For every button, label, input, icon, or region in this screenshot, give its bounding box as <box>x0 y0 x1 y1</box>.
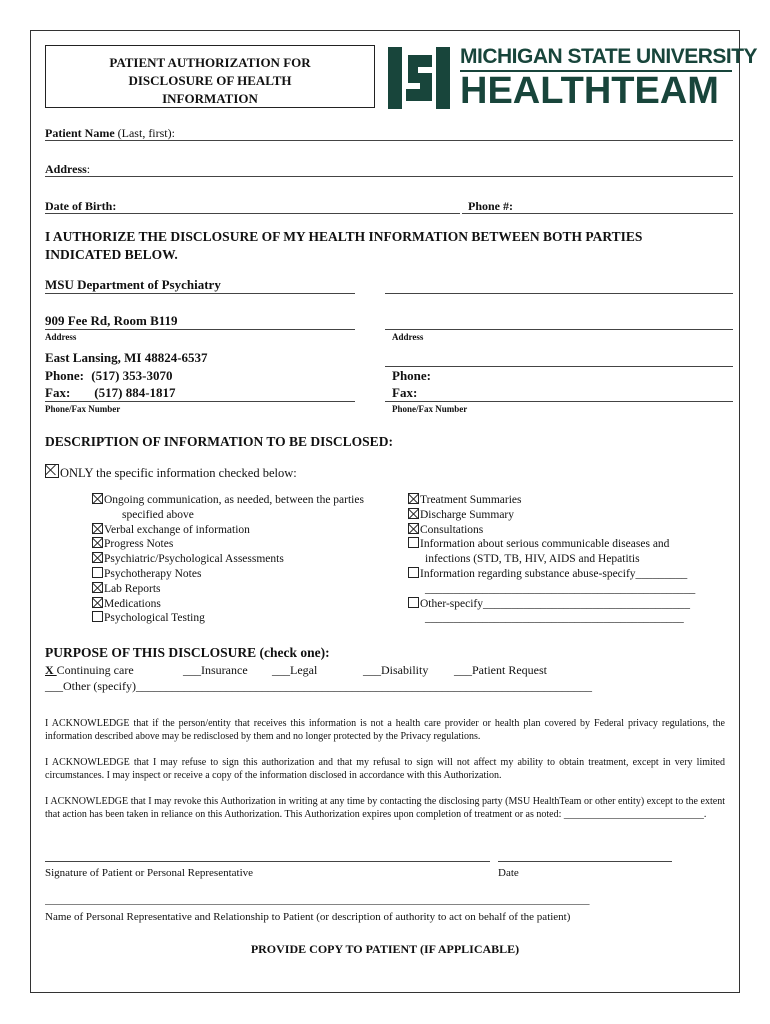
left-phonefax-caption: Phone/Fax Number <box>45 404 121 414</box>
checkbox[interactable] <box>408 508 419 519</box>
item-label: Discharge Summary <box>420 508 515 521</box>
item-label-continued: specified above <box>122 508 194 521</box>
right-phonefax-caption: Phone/Fax Number <box>392 404 468 414</box>
item-label: Psychiatric/Psychological Assessments <box>104 553 284 566</box>
right-address-caption: Address <box>392 332 424 342</box>
left-item[interactable] <box>92 537 173 551</box>
right-item[interactable] <box>408 597 690 611</box>
title-line-1: PATIENT AUTHORIZATION FOR <box>109 55 311 70</box>
address-label: Address: <box>45 162 91 176</box>
right-party-address-field[interactable] <box>385 329 733 330</box>
purpose-legal[interactable]: ___Legal <box>272 663 318 677</box>
checkbox[interactable] <box>408 597 419 608</box>
description-heading: DESCRIPTION OF INFORMATION TO BE DISCLOSED: <box>45 434 393 449</box>
acknowledgement-1: I ACKNOWLEDGE that if the person/entity that receives this information is not a health care provider or health plan covered by Federal privacy regulations, the information described above may be redisclosed by them and no longer protected by the Privacy regulations. <box>45 718 725 742</box>
only-specific-checkbox[interactable] <box>45 464 59 478</box>
checkbox[interactable] <box>92 611 103 622</box>
right-item[interactable] <box>408 523 483 537</box>
item-label: Psychological Testing <box>104 612 205 625</box>
item-label-continued: infections (STD, TB, HIV, AIDS and Hepatitis <box>425 553 640 566</box>
item-label: Treatment Summaries <box>420 494 522 506</box>
signature-label: Signature of Patient or Personal Representative <box>45 867 254 879</box>
left-item[interactable] <box>92 611 205 625</box>
acknowledgement-2: I ACKNOWLEDGE that I may refuse to sign this authorization and that my refusal to sign will not affect my ability to obtain treatment, except in very limited circumstances. I may inspect or receive a copy of the information disclosed in accordance with this Authorization. <box>45 757 725 781</box>
left-item[interactable] <box>92 597 161 611</box>
logo-university-name: MICHIGAN STATE UNIVERSITY <box>460 45 758 68</box>
item-label-continued: _____________________________________________ <box>425 612 684 625</box>
purpose-other[interactable]: ___Other (specify)____________________________________________________________________________ <box>45 679 592 693</box>
checkbox[interactable] <box>408 567 419 578</box>
left-item[interactable] <box>92 523 250 537</box>
right-item[interactable] <box>408 508 514 522</box>
purpose-continuing-care[interactable]: X Continuing care <box>45 663 134 677</box>
left-item[interactable] <box>92 493 364 507</box>
item-label: Verbal exchange of information <box>104 523 250 536</box>
checkbox[interactable] <box>92 537 103 548</box>
authorize-heading: I AUTHORIZE THE DISCLOSURE OF MY HEALTH INFORMATION BETWEEN BOTH PARTIES INDICATED BELOW. <box>45 229 643 262</box>
purpose-heading: PURPOSE OF THIS DISCLOSURE (check one): <box>45 645 330 660</box>
footer-instruction: PROVIDE COPY TO PATIENT (IF APPLICABLE) <box>250 942 520 956</box>
dob-label: Date of Birth: <box>45 199 117 213</box>
address-field[interactable] <box>45 176 733 177</box>
title-line-3: INFORMATION <box>162 91 258 106</box>
checkbox[interactable] <box>92 597 103 608</box>
patient-name-label: Patient Name (Last, first): <box>45 126 175 140</box>
right-item[interactable] <box>408 537 669 551</box>
right-party-phone: Phone: <box>392 368 431 383</box>
only-specific-option[interactable]: ONLY the specific information checked below: <box>45 464 297 481</box>
checkbox[interactable] <box>92 582 103 593</box>
left-party-name: MSU Department of Psychiatry <box>45 277 221 292</box>
checkbox[interactable] <box>92 552 103 563</box>
right-party-fax: Fax: <box>392 385 418 400</box>
phone-field[interactable] <box>462 213 733 214</box>
item-label-continued: _______________________________________________ <box>425 582 696 595</box>
left-party-fax: Fax: (517) 884-1817 <box>45 385 176 400</box>
signature-field[interactable] <box>45 861 490 862</box>
purpose-insurance[interactable]: ___Insurance <box>183 663 248 677</box>
left-party-address: 909 Fee Rd, Room B119 <box>45 313 178 328</box>
phone-label: Phone #: <box>468 199 513 213</box>
item-label: Medications <box>104 597 161 610</box>
patient-name-field[interactable] <box>45 140 733 141</box>
right-item[interactable] <box>408 493 521 507</box>
msu-healthteam-logo <box>388 45 758 112</box>
left-party-phone: Phone: (517) 353-3070 <box>45 368 173 383</box>
purpose-disability[interactable]: ___Disability <box>363 663 429 677</box>
acknowledgement-3: I ACKNOWLEDGE that I may revoke this Authorization in writing at any time by contacting the disclosing party (MSU HealthTeam or other entity) except to the extent that action has been taken in reliance on this Authorization. This Authorization expires upon completion of treatment or as noted: ____________________________. <box>45 796 725 820</box>
item-label: Psychotherapy Notes <box>104 568 202 580</box>
checkbox[interactable] <box>408 493 419 504</box>
logo-healthteam: HEALTHTEAM <box>460 70 719 112</box>
item-label: Ongoing communication, as needed, between the parties <box>104 494 364 506</box>
left-item[interactable] <box>92 567 201 581</box>
checkbox[interactable] <box>92 493 103 504</box>
item-label: Consultations <box>420 523 484 536</box>
left-address-caption: Address <box>45 332 77 342</box>
spartan-s-icon <box>388 47 450 109</box>
left-party-city: East Lansing, MI 48824-6537 <box>45 350 208 365</box>
representative-field[interactable]: ___________________________________________________________________________________________________ <box>45 894 590 906</box>
title-line-2: DISCLOSURE OF HEALTH <box>128 73 292 88</box>
checkbox[interactable] <box>92 523 103 534</box>
right-party-name-field[interactable] <box>385 293 733 294</box>
representative-label: Name of Personal Representative and Relationship to Patient (or description of authority to act on behalf of the patient) <box>45 911 571 923</box>
left-item[interactable] <box>92 552 284 566</box>
left-item[interactable] <box>92 582 161 596</box>
item-label: Lab Reports <box>104 582 161 595</box>
form-title <box>45 45 375 108</box>
right-item[interactable] <box>408 567 687 581</box>
item-label: Progress Notes <box>104 538 174 551</box>
purpose-patient-request[interactable]: ___Patient Request <box>454 663 547 677</box>
item-label: Information regarding substance abuse-specify_________ <box>420 568 688 580</box>
date-field[interactable] <box>498 861 672 862</box>
right-party-city-field[interactable] <box>385 366 733 367</box>
checkbox[interactable] <box>92 567 103 578</box>
date-label: Date <box>498 867 519 879</box>
checkbox[interactable] <box>408 537 419 548</box>
checkbox[interactable] <box>408 523 419 534</box>
dob-field[interactable] <box>45 213 460 214</box>
item-label: Other-specify____________________________________ <box>420 597 690 610</box>
item-label: Information about serious communicable diseases and <box>420 538 670 551</box>
